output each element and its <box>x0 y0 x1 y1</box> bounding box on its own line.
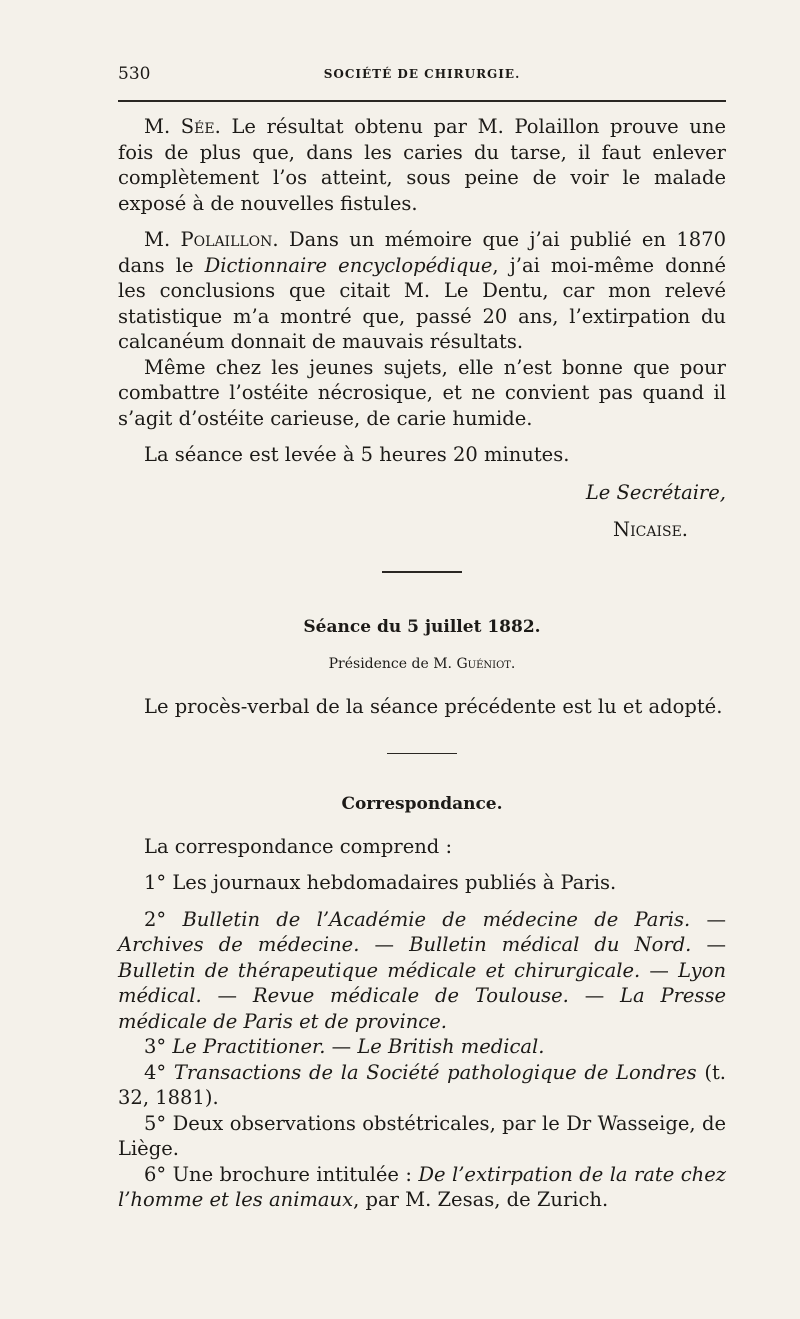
list-item-4-number: 4° <box>144 1060 174 1084</box>
presidence-label: Présidence de M. <box>328 656 457 672</box>
paragraph-seance-levee: La séance est levée à 5 heures 20 minutes. <box>144 443 570 466</box>
list-item-4 <box>118 1060 726 1111</box>
dash: — <box>691 933 726 956</box>
journal-transactions-londres: Transactions de la Société pathologique de Londres <box>173 1060 697 1084</box>
list-item-6 <box>118 1162 726 1213</box>
list-item-6-text-a: 6° Une brochure intitulée : <box>144 1162 419 1186</box>
correspondance-separator <box>387 753 457 754</box>
signature-role <box>118 480 726 506</box>
seance-title: Séance du 5 juillet 1882. <box>303 616 541 637</box>
dash: — <box>640 958 679 982</box>
paragraph-polaillon <box>118 227 726 355</box>
list-item-3 <box>118 1034 726 1060</box>
page-number: 530 <box>118 64 151 84</box>
speaker-see: M. Sée. <box>144 115 221 138</box>
president-name: Guéniot. <box>456 656 516 672</box>
list-item-6-text-c: , par M. Zesas, de Zurich. <box>353 1188 609 1211</box>
dash: — <box>201 984 253 1007</box>
running-title: SOCIÉTÉ DE CHIRURGIE. <box>323 67 521 81</box>
presidence-line <box>118 652 726 678</box>
list-item-2 <box>118 907 726 1035</box>
dash: — <box>568 984 621 1007</box>
paragraph-correspondance-intro: La correspondance comprend : <box>144 834 453 858</box>
list-item-2-number: 2° <box>144 907 183 931</box>
journal-lyon-medical: Lyon médical. <box>118 958 726 1007</box>
journal-practitioner: Le Practitioner. <box>172 1035 326 1058</box>
dash: — <box>359 933 410 956</box>
paragraph-polaillon-text-b: , j’ai moi-même donné les conclusions que citait M. Le Dentu, car mon relevé statistique m’a montré que, passé 20 ans, l’extirpation du calcanéum donnait de mauvais résultats. <box>118 253 726 353</box>
list-item-1: 1° Les journaux hebdomadaires publiés à Paris. <box>144 871 617 894</box>
journal-bulletin-academie: Bulletin de l’Académie de médecine de Paris. <box>182 907 691 931</box>
paragraph-proces-verbal: Le procès-verbal de la séance précédente est lu et adopté. <box>144 694 723 718</box>
journal-presse-medicale: La Presse médicale de Paris et de province. <box>118 984 726 1033</box>
paragraph-see <box>118 114 726 216</box>
list-item-4-ref: (t. 32, 1881). <box>118 1060 727 1109</box>
journal-revue-toulouse: Revue médicale de Toulouse. <box>252 984 569 1007</box>
paragraph-see-text: Le résultat obtenu par M. Polaillon prouve une fois de plus que, dans les caries du tarse, il faut enlever complètement l’os atteint, sous peine de voir le malade exposé à de nouvelles fistules. <box>118 115 726 215</box>
journal-archives: Archives de médecine. <box>118 933 360 956</box>
brochure-title: De l’extirpation de la rate chez l’homme et les animaux <box>118 1162 727 1211</box>
page-body <box>118 114 726 1213</box>
journal-british-medical: Le British medical. <box>357 1035 545 1058</box>
list-item-5: 5° Deux observations obstétricales, par le Dr Wasseige, de Liège. <box>118 1111 726 1160</box>
list-item-3-number: 3° <box>144 1035 173 1058</box>
page-header <box>118 64 726 88</box>
dictionnaire-title: Dictionnaire encyclopédique <box>204 253 493 277</box>
section-separator <box>382 571 462 573</box>
dash: — <box>690 907 727 931</box>
journal-bulletin-nord: Bulletin médical du Nord. <box>409 933 692 956</box>
correspondance-title: Correspondance. <box>341 794 503 814</box>
dash: — <box>325 1035 358 1058</box>
paragraph-polaillon-text-a: Dans un mémoire que j’ai publié en 1870 dans le <box>118 228 727 277</box>
signature-role-text: Le Secrétaire, <box>585 480 726 504</box>
paragraph-jeunes-sujets: Même chez les jeunes sujets, elle n’est bonne que pour combattre l’ostéite nécrosique, et ne convient pas quand il s’agit d’ostéite carieuse, de carie humide. <box>118 355 726 430</box>
signature-name: Nicaise. <box>613 518 688 541</box>
journal-bulletin-therapeutique: Bulletin de thérapeutique médicale et chirurgicale. <box>118 958 641 982</box>
speaker-polaillon: M. Polaillon. <box>144 228 279 251</box>
header-rule <box>118 100 726 102</box>
